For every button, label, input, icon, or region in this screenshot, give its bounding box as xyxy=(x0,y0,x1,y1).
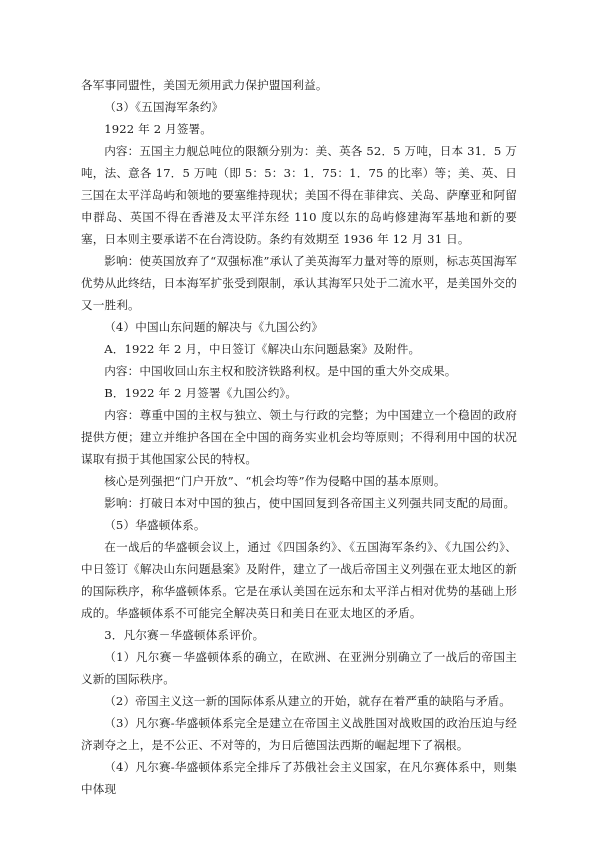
paragraph-five-power-content: 内容：五国主力舰总吨位的限额分别为：美、英各 52．5 万吨，日本 31．5 万吨，法、意各 17．5 万吨（即 5：5：3：1．75：1．75 的比率）等；美、英、日三国在太平洋岛屿和领地的要塞维持现状；美国不得在菲律宾、关岛、萨摩亚和阿留申群岛、英国不得在香港及太平洋东经 110 度以东的岛屿修建海军基地和新的要塞，日本则主要承诺不在台湾设防。条约有效期至 1936 年 12 月 31 日。 xyxy=(81,144,518,246)
paragraph-shandong-content: 内容：中国收回山东主权和胶济铁路利权。是中国的重大外交成果。 xyxy=(104,364,457,378)
paragraph-evaluation-2: （2）帝国主义这一新的国际体系从建立的开始，就存在着严重的缺陷与矛盾。 xyxy=(104,694,512,708)
heading-evaluation: 3．凡尔赛－华盛顿体系评价。 xyxy=(104,628,265,642)
heading-shandong-nine-power: （4）中国山东问题的解决与《九国公约》 xyxy=(104,320,324,334)
paragraph-nine-power-impact: 影响：打破日本对中国的独占，使中国回复到各帝国主义列强共同支配的局面。 xyxy=(104,496,516,510)
paragraph-continuation: 各军事同盟性，美国无须用武力保护盟国利益。 xyxy=(81,78,328,92)
heading-washington-system: （5）华盛顿体系。 xyxy=(104,518,206,532)
paragraph-evaluation-1: （1）凡尔赛－华盛顿体系的确立，在欧洲、在亚洲分别确立了一战后的帝国主义新的国际秩序。 xyxy=(81,650,517,686)
paragraph-evaluation-4: （4）凡尔赛-华盛顿体系完全排斥了苏俄社会主义国家，在凡尔赛体系中，则集中体现 xyxy=(81,760,517,796)
paragraph-nine-power-core: 核心是列强把“门户开放”、“机会均等”作为侵略中国的基本原则。 xyxy=(104,474,446,488)
paragraph-washington-system: 在一战后的华盛顿会议上，通过《四国条约》、《五国海军条约》、《九国公约》、中日签订《解决山东问题悬案》及附件，建立了一战后帝国主义列强在亚太地区的新的国际秩序，称华盛顿体系。它是在承认美国在远东和太平洋占相对优势的基础上形成的。华盛顿体系不可能完全解决英日和美日在亚太地区的矛盾。 xyxy=(81,540,517,620)
heading-five-power-treaty: （3）《五国海军条约》 xyxy=(104,100,224,114)
paragraph-signing-date: 1922 年 2 月签署。 xyxy=(104,122,213,136)
paragraph-five-power-impact: 影响：使英国放弃了“双强标准”承认了美英海军力量对等的原则，标志英国海军优势从此终结，日本海军扩张受到限制，承认其海军只处于二流水平，是美国外交的又一胜利。 xyxy=(81,254,517,312)
paragraph-nine-power-signing: B．1922 年 2 月签署《九国公约》。 xyxy=(104,386,298,400)
paragraph-nine-power-content: 内容：尊重中国的主权与独立、领土与行政的完整；为中国建立一个稳固的政府提供方便；建立并维护各国在全中国的商务实业机会均等原则；不得利用中国的状况谋取有损于其他国家公民的特权。 xyxy=(81,408,517,466)
paragraph-evaluation-3: （3）凡尔赛-华盛顿体系完全是建立在帝国主义战胜国对战败国的政治压迫与经济剥夺之上，是不公正、不对等的，为日后德国法西斯的崛起埋下了祸根。 xyxy=(81,716,517,752)
paragraph-shandong-signing: A．1922 年 2 月，中日签订《解决山东问题悬案》及附件。 xyxy=(104,342,421,356)
